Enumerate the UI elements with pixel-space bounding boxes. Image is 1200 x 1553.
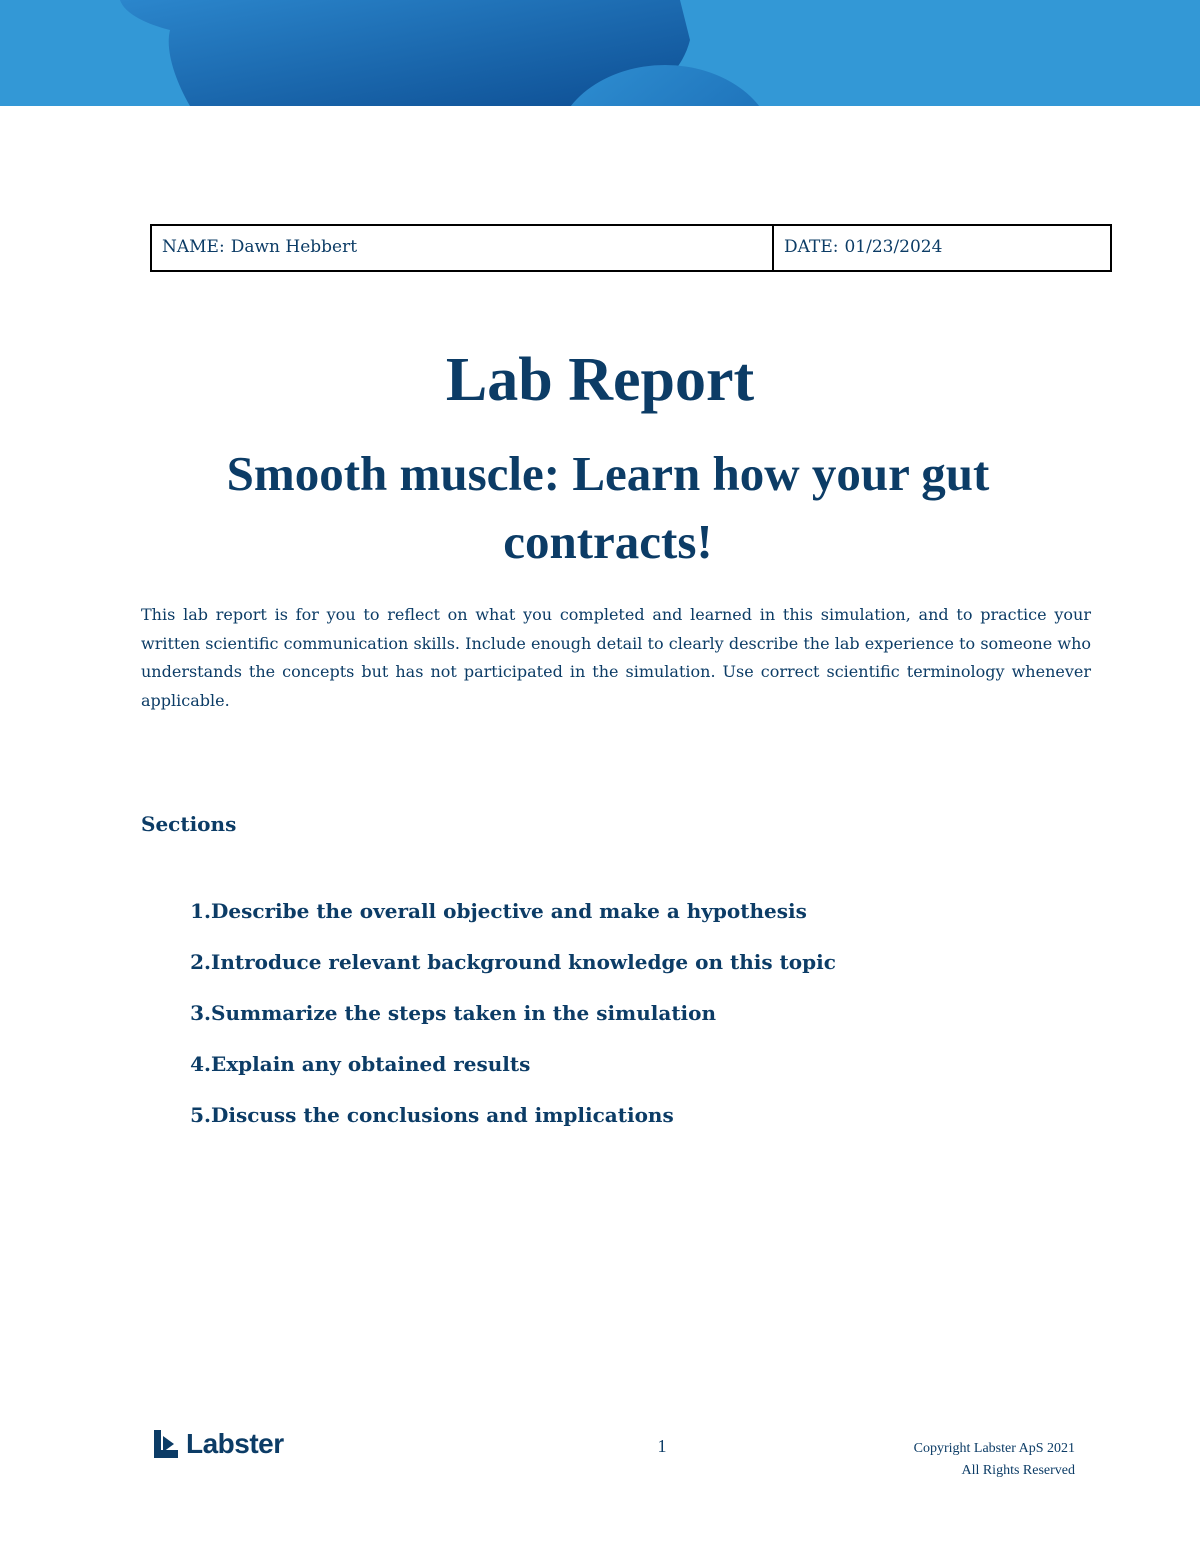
list-item <box>141 1049 1041 1100</box>
labster-logo <box>152 1428 284 1460</box>
copyright-line: Copyright Labster ApS 2021 <box>913 1441 1075 1456</box>
list-item-text: Summarize the steps taken in the simulation <box>211 1001 717 1025</box>
date-value: 01/23/2024 <box>844 237 943 257</box>
labster-logo-icon <box>152 1428 180 1460</box>
labster-logo-text: Labster <box>186 1428 284 1459</box>
header-banner-graphic <box>0 0 1200 106</box>
list-item-number: 1. <box>190 899 211 923</box>
name-label: NAME: <box>162 237 225 257</box>
list-item-number: 2. <box>190 950 211 974</box>
list-item <box>141 896 1041 947</box>
intro-paragraph: This lab report is for you to reflect on what you completed and learned in this simulation, and to practice your written scientific communication skills. Include enough detail to clearly describe the lab experience to someone who understands the concepts but has not participated in the simulation. Use correct scientific terminology whenever applicable. <box>141 605 1091 710</box>
list-item-number: 4. <box>190 1052 211 1076</box>
copyright-notice <box>914 1438 1075 1482</box>
page-subtitle: Smooth muscle: Learn how your gut contracts! <box>226 446 990 569</box>
list-item-text: Explain any obtained results <box>211 1052 531 1076</box>
list-item-text: Describe the overall objective and make a hypothesis <box>211 899 807 923</box>
list-item <box>141 1100 1041 1151</box>
list-item <box>141 998 1041 1049</box>
name-date-table <box>150 224 1112 272</box>
date-cell <box>774 226 1110 270</box>
list-item-text: Introduce relevant background knowledge on this topic <box>211 950 836 974</box>
name-value: Dawn Hebbert <box>230 237 358 257</box>
page-number: 1 <box>657 1436 667 1456</box>
sections-heading: Sections <box>141 812 237 836</box>
name-cell <box>152 226 774 270</box>
list-item-number: 3. <box>190 1001 211 1025</box>
list-item-text: Discuss the conclusions and implications <box>211 1103 674 1127</box>
page-title: Lab Report <box>445 346 755 414</box>
header-banner <box>0 0 1200 106</box>
list-item-number: 5. <box>190 1103 211 1127</box>
sections-list <box>141 896 1041 1151</box>
rights-line: All Rights Reserved <box>961 1463 1075 1478</box>
list-item <box>141 947 1041 998</box>
date-label: DATE: <box>784 237 839 257</box>
